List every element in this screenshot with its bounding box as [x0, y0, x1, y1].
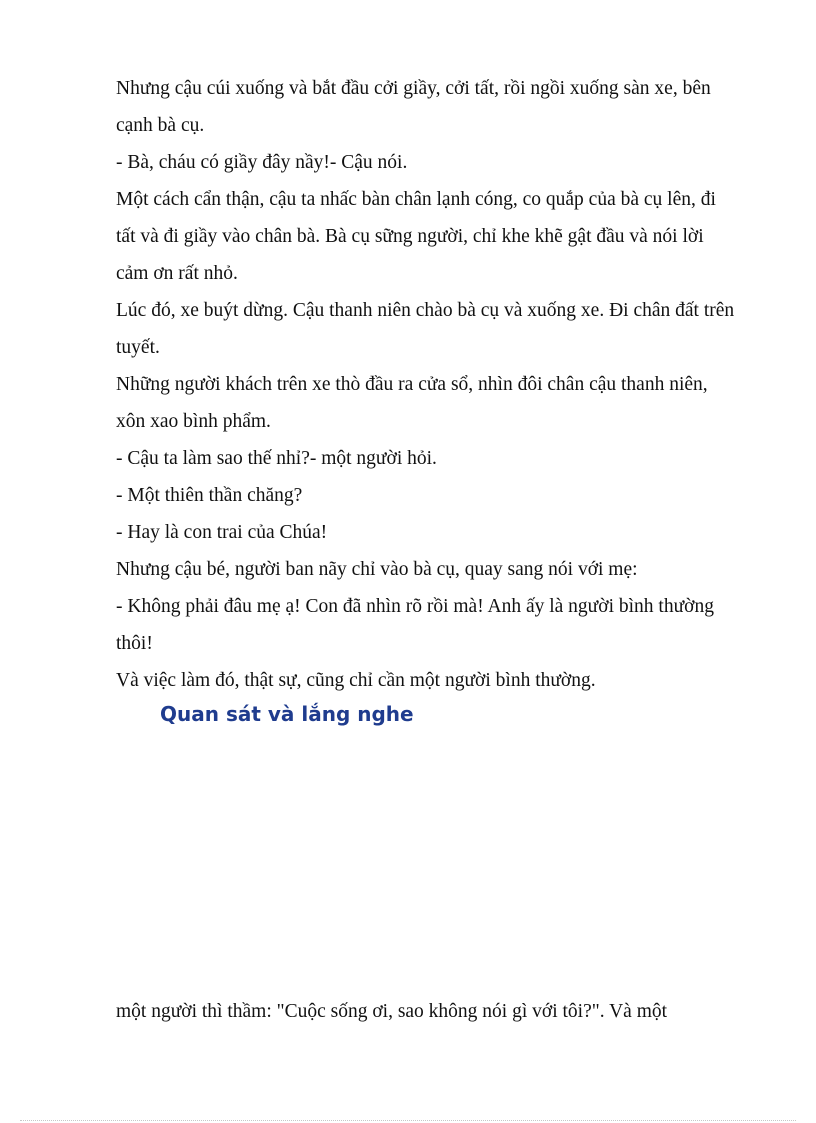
- continuation-paragraph: một người thì thầm: "Cuộc sống ơi, sao không nói gì với tôi?". Và một: [116, 1001, 668, 1022]
- paragraph: Lúc đó, xe buýt dừng. Cậu thanh niên chào bà cụ và xuống xe. Đi chân đất trên tuyết.: [116, 300, 735, 358]
- paragraph: - Không phải đâu mẹ ạ! Con đã nhìn rõ rồi mà! Anh ấy là người bình thường thôi!: [116, 596, 714, 654]
- section-heading: Quan sát và lắng nghe: [160, 702, 414, 726]
- paragraph: Một cách cẩn thận, cậu ta nhấc bàn chân lạnh cóng, co quắp của bà cụ lên, đi tất và đi giầy vào chân bà. Bà cụ sững người, chỉ khe khẽ gật đầu và nói lời cảm ơn rất nhỏ.: [116, 189, 716, 284]
- document-body: [116, 70, 736, 699]
- page-bottom-divider: [20, 1120, 796, 1121]
- paragraph: - Cậu ta làm sao thế nhỉ?- một người hỏi.: [116, 448, 437, 469]
- paragraph: - Bà, cháu có giầy đây nầy!- Cậu nói.: [116, 152, 408, 173]
- paragraph: Những người khách trên xe thò đầu ra cửa sổ, nhìn đôi chân cậu thanh niên, xôn xao bình phẩm.: [116, 374, 708, 432]
- paragraph: - Một thiên thần chăng?: [116, 485, 303, 506]
- paragraph: Nhưng cậu bé, người ban nãy chỉ vào bà cụ, quay sang nói với mẹ:: [116, 559, 638, 580]
- paragraph: - Hay là con trai của Chúa!: [116, 522, 328, 543]
- paragraph: Và việc làm đó, thật sự, cũng chỉ cần một người bình thường.: [116, 670, 596, 691]
- paragraph: Nhưng cậu cúi xuống và bắt đầu cởi giầy, cởi tất, rồi ngồi xuống sàn xe, bên cạnh bà cụ.: [116, 78, 711, 136]
